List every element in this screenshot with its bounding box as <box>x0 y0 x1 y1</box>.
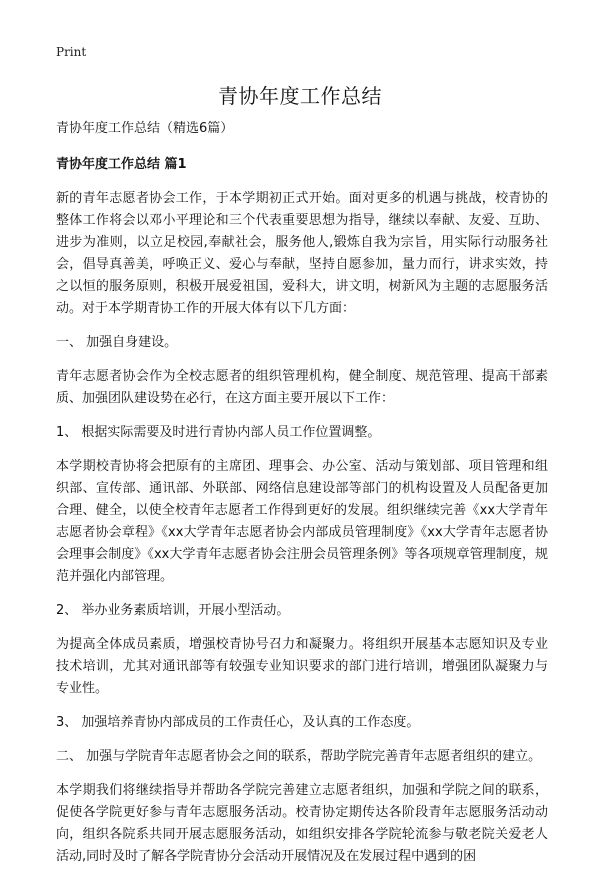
item-3-responsibility: 3、 加强培养青协内部成员的工作责任心，及认真的工作态度。 <box>56 715 420 730</box>
paragraph-training-details: 为提高全体成员素质，增强校青协号召力和凝聚力。将组织开展基本志愿知识及专业技术培训，尤其对通讯部等有较强专业知识要求的部门进行培训，增强团队凝聚力与专业性。 <box>56 637 548 696</box>
print-link[interactable]: Print <box>56 45 87 59</box>
item-2-training: 2、 举办业务素质培训，开展小型活动。 <box>56 603 290 618</box>
document-title: 青协年度工作总结 <box>218 84 382 108</box>
heading-self-construction: 一、 加强自身建设。 <box>56 335 178 350</box>
paragraph-organization-role: 青年志愿者协会作为全校志愿者的组织管理机构，健全制度、规范管理、提高干部素质、加强团队建设势在必行，在这方面主要开展以下工作： <box>56 369 548 406</box>
section-heading: 青协年度工作总结 篇1 <box>56 157 187 172</box>
paragraph-college-guidance: 本学期我们将继续指导并帮助各学院完善建立志愿者组织，加强和学院之间的联系，促使各学院更好参与青年志愿服务活动。校青协定期传达各阶段青年志愿服务活动动向，组织各院系共同开展志愿服务活动，如组织安排各学院轮流参与敬老院关爱老人活动,同时及时了解各学院青协分会活动开展情况及在发展过程中遇到的困 <box>56 783 548 864</box>
document-body <box>56 118 548 880</box>
heading-college-cooperation: 二、 加强与学院青年志愿者协会之间的联系，帮助学院完善青年志愿者组织的建立。 <box>56 749 542 764</box>
document-subtitle: 青协年度工作总结（精选6篇） <box>56 121 234 136</box>
item-1-staff-adjustment: 1、 根据实际需要及时进行青协内部人员工作位置调整。 <box>56 425 381 440</box>
paragraph-department-setup: 本学期校青协将会把原有的主席团、理事会、办公室、活动与策划部、项目管理和组织部、宣传部、通讯部、外联部、网络信息建设部等部门的机构设置及人员配备更加合理、健全，以使全校青年志愿者工作得到更好的发展。组织继续完善《xx大学青年志愿者协会章程》《xx大学青年志愿者协会内部成员管理制度》《xx大学青年志愿者协会理事会制度》《xx大学青年志愿者协会注册会员管理条例》等各项规章管理制度，规范并强化内部管理。 <box>56 459 548 584</box>
paragraph-intro: 新的青年志愿者协会工作，于本学期初正式开始。面对更多的机遇与挑战，校青协的整体工作将会以邓小平理论和三个代表重要思想为指导，继续以奉献、友爱、互助、进步为准则，以立足校园,奉献社会，服务他人,锻炼自我为宗旨，用实际行动服务社会，倡导真善美，呼唤正义、爱心与奉献，坚持自愿参加，量力而行，讲求实效，持之以恒的服务原则，积极开展爱祖国，爱科大，讲文明，树新风为主题的志愿服务活动。对于本学期青协工作的开展大体有以下几方面： <box>56 191 548 316</box>
